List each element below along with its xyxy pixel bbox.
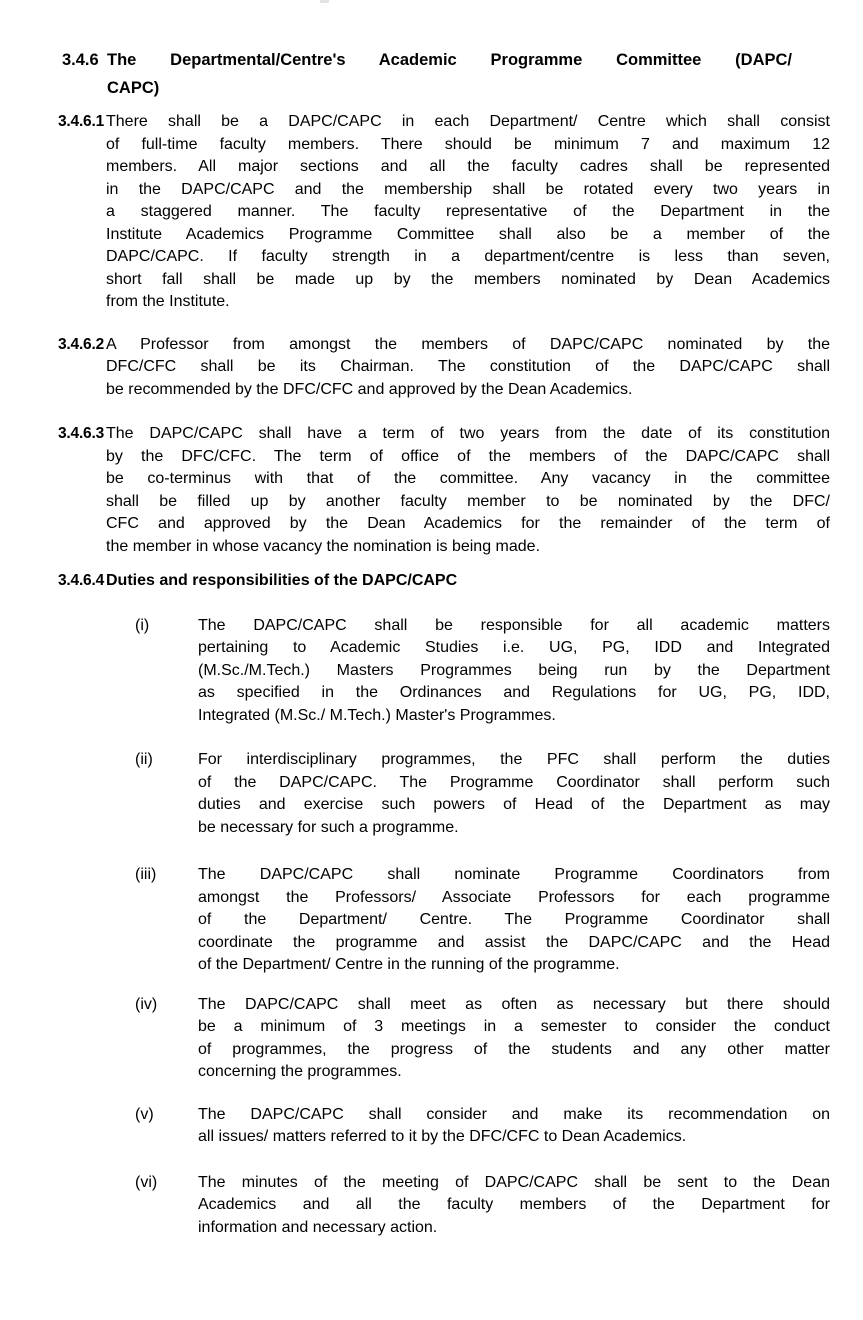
clause-number: 3.4.6.3 <box>58 425 105 442</box>
subheading-text: Duties and responsibilities of the DAPC/CAPC <box>106 572 458 589</box>
clause-3-4-6-3 <box>58 423 863 558</box>
clause-number: 3.4.6.4 <box>58 572 105 589</box>
clause-text: There shall be a DAPC/CAPC in each Department/ Centre which shall consist of full-time faculty members. There should be minimum 7 and maximum 12 members. All major sections and all the faculty cadres shall be represented in the DAPC/CAPC and the membership shall be rotated every two years in a staggered manner. The faculty representative of the Department in the Institute Academics Programme Committee shall also be a member of the DAPC/CAPC. If faculty strength in a department/centre is less than seven, short fall shall be made up by the members nominated by Dean Academics from the Institute. <box>106 113 830 310</box>
list-item-text: The DAPC/CAPC shall consider and make its recommendation on all issues/ matters referred to it by the DFC/CFC to Dean Academics. <box>198 1105 830 1145</box>
list-item-i <box>135 615 863 728</box>
clause-number: 3.4.6.1 <box>58 113 105 130</box>
list-item-text: The DAPC/CAPC shall nominate Programme Coordinators from amongst the Professors/ Associate Professors for each programme of the Department/ Centre. The Programme Coordinator shall coordinate the programme and assist the DAPC/CAPC and the Head of the Department/ Centre in the running of the programme. <box>198 866 830 973</box>
section-heading <box>62 46 863 102</box>
clause-number: 3.4.6.2 <box>58 335 105 353</box>
list-marker: (vi) <box>135 1173 158 1191</box>
list-item-text: The DAPC/CAPC shall meet as often as necessary but there should be a minimum of 3 meetings in a semester to consider the conduct of programmes, the progress of the students and any other matter concerning the programmes. <box>198 995 830 1080</box>
list-marker: (iii) <box>135 866 157 883</box>
page-edge-artifact <box>320 0 329 3</box>
list-item-iii <box>135 864 863 977</box>
clause-3-4-6-2 <box>58 334 863 402</box>
clause-text: A Professor from amongst the members of DAPC/CAPC nominated by the DFC/CFC shall be its Chairman. The constitution of the DAPC/CAPC shall be recommended by the DFC/CFC and approved by the Dean Academics. <box>106 335 830 398</box>
clause-3-4-6-1 <box>58 111 863 314</box>
list-item-vi <box>135 1172 863 1240</box>
list-item-text: For interdisciplinary programmes, the PFC shall perform the duties of the DAPC/CAPC. The Programme Coordinator shall perform such duties and exercise such powers of Head of the Department as may be necessary for such a programme. <box>198 751 830 836</box>
list-item-v <box>135 1104 863 1149</box>
list-marker: (v) <box>135 1105 154 1123</box>
list-item-iv <box>135 994 863 1084</box>
list-marker: (iv) <box>135 995 158 1013</box>
list-marker: (ii) <box>135 751 153 768</box>
clause-text: The DAPC/CAPC shall have a term of two years from the date of its constitution by the DFC/CFC. The term of office of the members of the DAPC/CAPC shall be co-terminus with that of the committee. Any vacancy in the committee shall be filled up by another faculty member to be nominated by the DFC/ CFC and approved by the Dean Academics for the remainder of the term of the member in whose vacancy the nomination is being made. <box>106 425 830 555</box>
list-marker: (i) <box>135 616 150 634</box>
list-item-text: The DAPC/CAPC shall be responsible for all academic matters pertaining to Academic Studies i.e. UG, PG, IDD and Integrated (M.Sc./M.Tech.) Masters Programmes being run by the Department as specified in the Ordinances and Regulations for UG, PG, IDD, Integrated (M.Sc./ M.Tech.) Master's Programmes. <box>198 616 830 724</box>
list-item-ii <box>135 749 863 839</box>
list-item-text: The minutes of the meeting of DAPC/CAPC shall be sent to the Dean Academics and all the faculty members of the Department for information and necessary action. <box>198 1173 830 1236</box>
section-number: 3.4.6 <box>62 51 99 69</box>
section-heading-text: The Departmental/Centre's Academic Programme Committee (DAPC/ CAPC) <box>107 51 792 97</box>
subheading-3-4-6-4 <box>58 570 863 593</box>
